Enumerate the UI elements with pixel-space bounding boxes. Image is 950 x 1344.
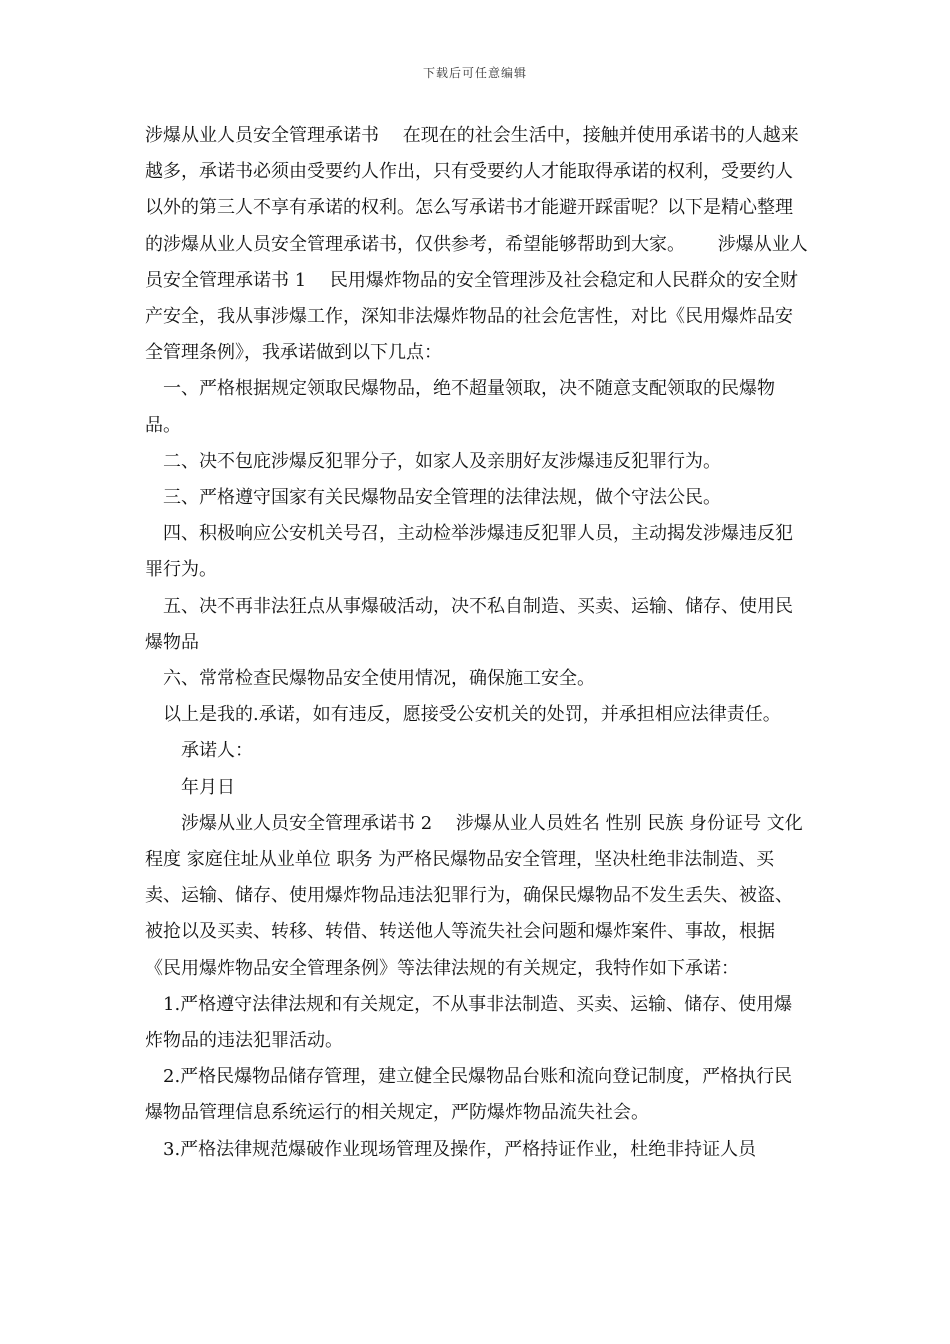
numbered-item-1: 1.严格遵守法律法规和有关规定，不从事非法制造、买卖、运输、储存、使用爆炸物品的违法犯罪活动。 xyxy=(145,993,793,1052)
page-header-note: 下载后可任意编辑 xyxy=(422,66,527,80)
intro-paragraph: 涉爆从业人员安全管理承诺书 在现在的社会生活中，接触并使用承诺书的人越来越多，承诺书必须由受要约人作出，只有受要约人才能取得承诺的权利，受要约人以外的第三人不享有承诺的权利。怎么写承诺书才能避开踩雷呢？以下是精心整理的涉爆从业人员安全管理承诺书，仅供参考，希望能够帮助到大家。 涉爆从业人员安全管理承诺书 1 民用爆炸物品的安全管理涉及社会稳定和人民群众的安全财产安全，我从事涉爆工作，深知非法爆炸物品的社会危害性，对比《民用爆炸品安全管理条例》，我承诺做到以下几点： xyxy=(145,125,808,364)
numbered-item-3: 3.严格法律规范爆破作业现场管理及操作，严格持证作业，杜绝非持证人员 xyxy=(163,1138,757,1160)
pledge-closing: 以上是我的.承诺，如有违反，愿接受公安机关的处罚，并承担相应法律责任。 xyxy=(163,704,781,726)
document-body xyxy=(145,118,809,1168)
pledge-item-3: 三、严格遵守国家有关民爆物品安全管理的法律法规，做个守法公民。 xyxy=(163,487,721,509)
pledge-item-5: 五、决不再非法狂点从事爆破活动，决不私自制造、买卖、运输、储存、使用民爆物品 xyxy=(145,595,793,653)
second-pledge-intro: 涉爆从业人员安全管理承诺书 2 涉爆从业人员姓名 性别 民族 身份证号 文化程度 家庭住址从业单位 职务 为严格民爆物品安全管理，坚决杜绝非法制造、买卖、运输、储存、使用爆炸物品违法犯罪行为，确保民爆物品不发生丢失、被盗、被抢以及买卖、转移、转借、转送他人等流失社会问题和爆炸案件、事故，根据《民用爆炸物品安全管理条例》等法律法规的有关规定，我特作如下承诺： xyxy=(145,812,803,979)
pledge-item-1: 一、严格根据规定领取民爆物品，绝不超量领取，决不随意支配领取的民爆物品。 xyxy=(145,378,775,436)
pledge-item-6: 六、常常检查民爆物品安全使用情况，确保施工安全。 xyxy=(163,668,595,690)
pledge-item-2: 二、决不包庇涉爆反犯罪分子，如家人及亲朋好友涉爆违反犯罪行为。 xyxy=(163,450,721,472)
pledge-item-4: 四、积极响应公安机关号召，主动检举涉爆违反犯罪人员，主动揭发涉爆违反犯罪行为。 xyxy=(145,523,793,581)
numbered-item-2: 2.严格民爆物品储存管理，建立健全民爆物品台账和流向登记制度，严格执行民爆物品管理信息系统运行的相关规定，严防爆炸物品流失社会。 xyxy=(145,1066,793,1124)
signer-label: 承诺人： xyxy=(181,740,253,762)
date-label: 年月日 xyxy=(181,776,235,798)
